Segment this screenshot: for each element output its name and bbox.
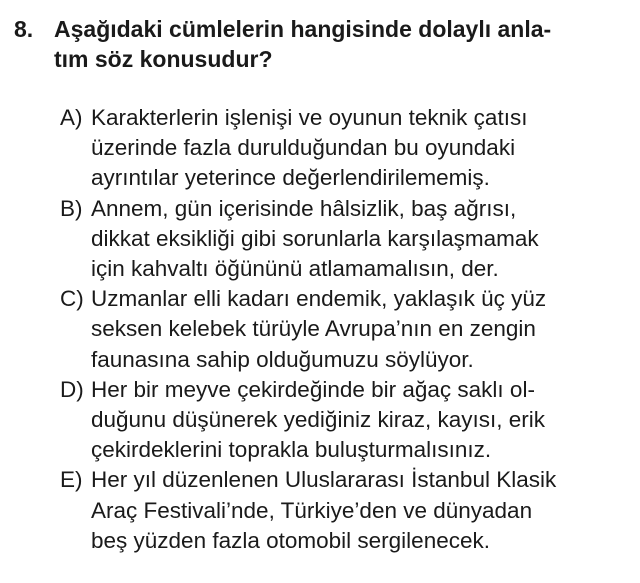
option-d[interactable] <box>60 375 620 466</box>
option-c[interactable] <box>60 284 620 375</box>
question-stem-line: Aşağıdaki cümlelerin hangisinde dolaylı anla- <box>54 16 552 42</box>
option-line: Her yıl düzenlenen Uluslararası İstanbul Klasik <box>91 467 557 493</box>
answer-options <box>60 103 620 556</box>
option-line: için kahvaltı öğününü atlamamalısın, der. <box>91 256 499 282</box>
option-line: duğunu düşünerek yediğiniz kiraz, kayısı, erik <box>91 407 545 433</box>
question-number: 8. <box>14 16 34 42</box>
option-b[interactable] <box>60 194 620 285</box>
option-line: beş yüzden fazla otomobil sergilenecek. <box>91 527 490 553</box>
option-line: Araç Festivali’nde, Türkiye’den ve dünyadan <box>91 497 533 523</box>
question-header <box>14 14 624 74</box>
question-stem-line: tım söz konusudur? <box>54 46 273 72</box>
option-line: Annem, gün içerisinde hâlsizlik, baş ağrısı, <box>91 195 517 221</box>
option-letter: E) <box>60 467 83 493</box>
option-text <box>91 465 556 556</box>
option-line: Uzmanlar elli kadarı endemik, yaklaşık üç yüz <box>91 286 547 312</box>
option-line: Karakterlerin işlenişi ve oyunun teknik çatısı <box>91 105 528 130</box>
option-letter: A) <box>60 105 83 130</box>
option-letter: B) <box>60 195 83 221</box>
option-line: Her bir meyve çekirdeğinde bir ağaç saklı ol- <box>91 376 535 402</box>
option-line: faunasına sahip olduğumuzu söylüyor. <box>91 346 474 372</box>
option-text <box>91 284 546 375</box>
option-text <box>91 194 539 285</box>
question-stem <box>54 14 551 74</box>
option-line: çekirdeklerini toprakla buluşturmalısınız. <box>91 437 492 463</box>
option-line: dikkat eksikliği gibi sorunlarla karşılaşmamak <box>91 225 539 251</box>
option-line: ayrıntılar yeterince değerlendirilememiş. <box>91 165 490 191</box>
option-line: seksen kelebek türüyle Avrupa’nın en zengin <box>91 316 536 342</box>
option-a[interactable] <box>60 103 620 194</box>
option-letter: D) <box>60 376 84 402</box>
option-text <box>91 103 527 194</box>
option-text <box>91 375 545 466</box>
option-letter: C) <box>60 286 84 312</box>
question-block <box>14 14 624 74</box>
option-line: üzerinde fazla durulduğundan bu oyundaki <box>91 135 516 161</box>
option-e[interactable] <box>60 465 620 556</box>
